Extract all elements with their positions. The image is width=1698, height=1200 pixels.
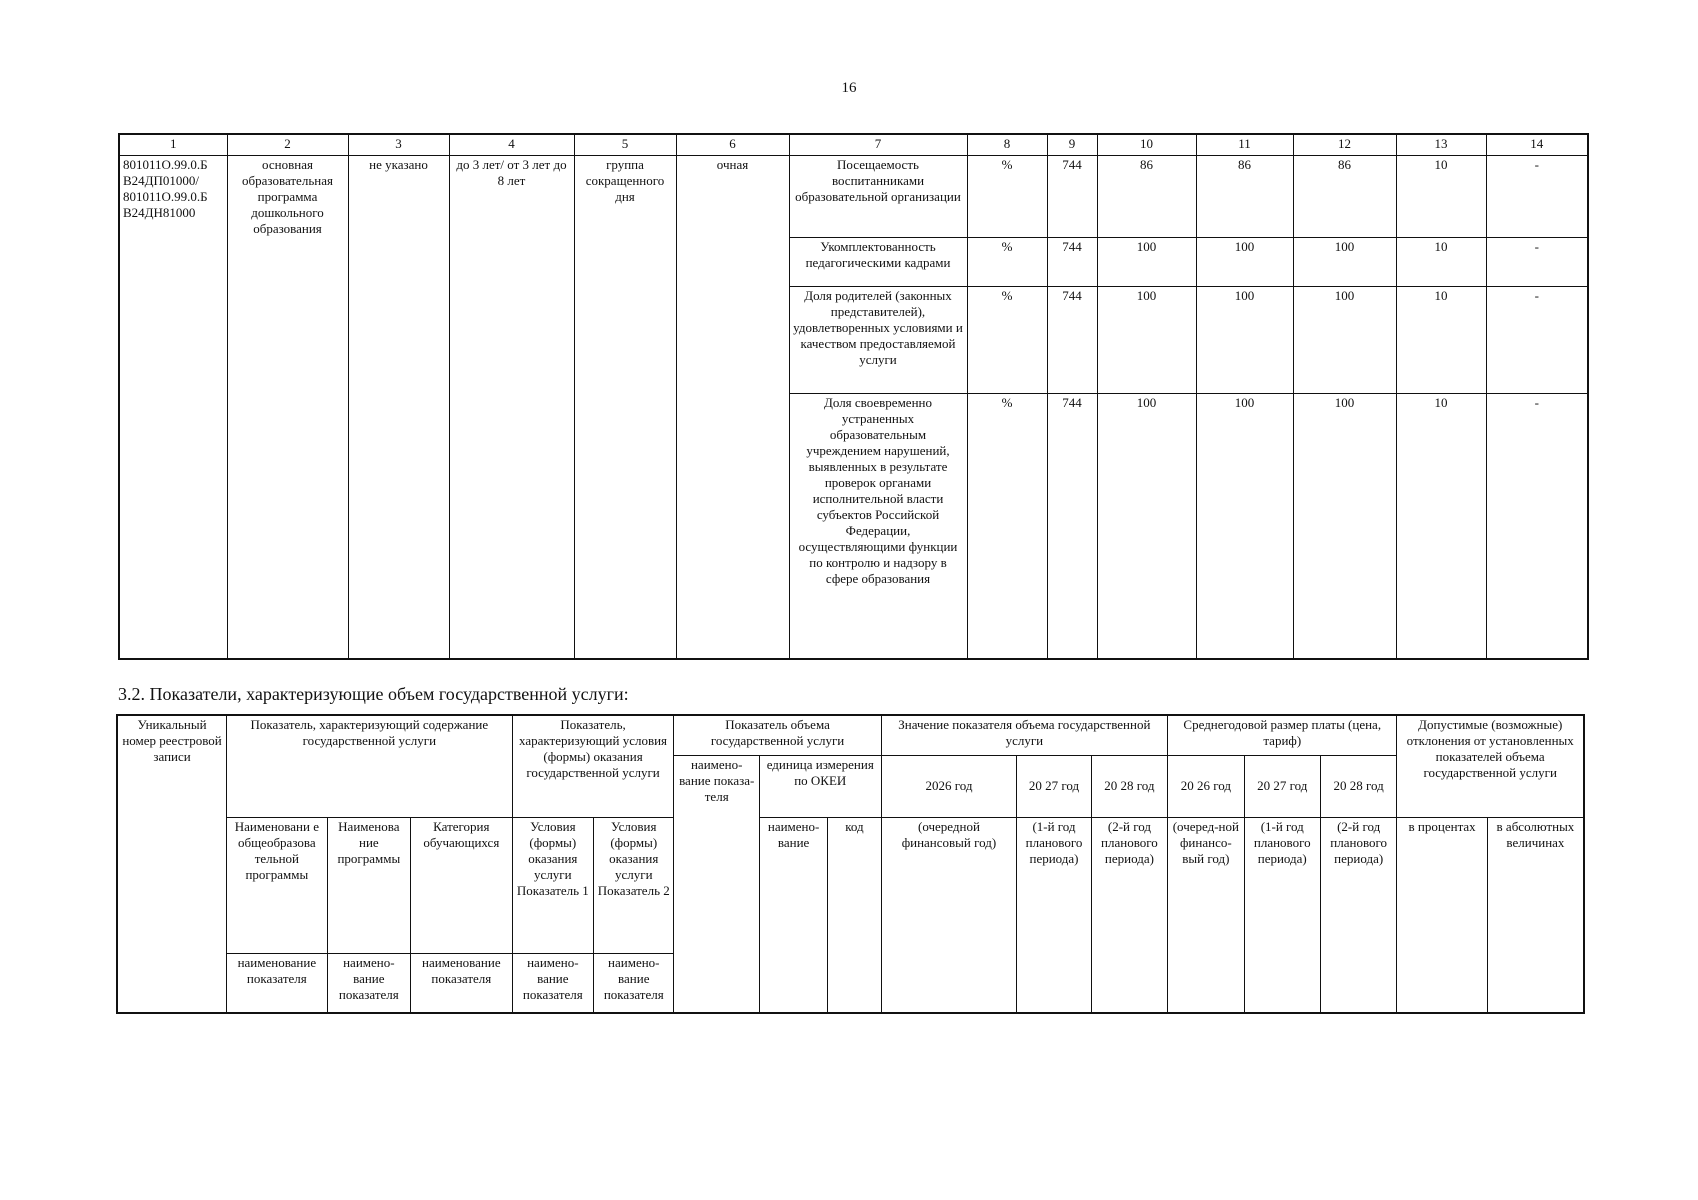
- column-number: 3: [348, 134, 449, 156]
- value-2028-cell: 100: [1293, 238, 1396, 287]
- indicator-name-cell: Укомплектованность педагогическими кадрами: [789, 238, 967, 287]
- column-number: 1: [119, 134, 227, 156]
- program-cell: основная образовательная программа дошкольного образования: [227, 156, 348, 659]
- value-2026-cell: 86: [1097, 156, 1196, 238]
- column-number: 8: [967, 134, 1047, 156]
- name-indicator-header: наимено-вание показателя: [327, 953, 410, 1013]
- value-2028-cell: 100: [1293, 394, 1396, 659]
- program-title-header: Наименова ние программы: [327, 817, 410, 953]
- plan-year2-label: (2-й год планового периода): [1320, 817, 1396, 1013]
- unit-cell: %: [967, 156, 1047, 238]
- column-number: 9: [1047, 134, 1097, 156]
- unit-cell: %: [967, 287, 1047, 394]
- unique-number-header: Уникальный номер реестровой записи: [117, 715, 227, 1013]
- condition2-header: Условия (формы) оказания услуги Показатель 2: [594, 817, 674, 953]
- name-indicator-header: наименование показателя: [227, 953, 328, 1013]
- column-number: 13: [1396, 134, 1486, 156]
- deviation-percent-cell: 10: [1396, 394, 1486, 659]
- section-title: 3.2. Показатели, характеризующие объем государственной услуги:: [118, 684, 629, 704]
- column-number: 7: [789, 134, 967, 156]
- value-2028-cell: 100: [1293, 287, 1396, 394]
- column-number: 5: [574, 134, 676, 156]
- unit-okei-header: единица измерения по ОКЕИ: [759, 755, 881, 817]
- content-indicator-header: Показатель, характеризующий содержание государственной услуги: [227, 715, 513, 817]
- age-cell: до 3 лет/ от 3 лет до 8 лет: [449, 156, 574, 659]
- deviation-absolute-cell: -: [1486, 394, 1588, 659]
- column-number: 4: [449, 134, 574, 156]
- value-2026-cell: 100: [1097, 394, 1196, 659]
- plan-year2-label: (2-й год планового периода): [1091, 817, 1167, 1013]
- fee-2028-header: 20 28 год: [1320, 755, 1396, 817]
- category-cell: не указано: [348, 156, 449, 659]
- plan-year1-label: (1-й год планового периода): [1244, 817, 1320, 1013]
- deviation-percent-cell: 10: [1396, 156, 1486, 238]
- in-absolute-header: в абсолютных величинах: [1487, 817, 1584, 1013]
- table-row: [119, 156, 1588, 238]
- year-2026-header: 2026 год: [881, 755, 1017, 817]
- indicator-name-cell: Посещаемость воспитанниками образовательной организации: [789, 156, 967, 238]
- group-cell: группа сокращенного дня: [574, 156, 676, 659]
- value-2026-cell: 100: [1097, 287, 1196, 394]
- indicator-name-header: наимено-вание показа-теля: [674, 755, 759, 1013]
- deviation-percent-cell: 10: [1396, 287, 1486, 394]
- fee-2027-header: 20 27 год: [1244, 755, 1320, 817]
- avg-fee-header: Среднегодовой размер платы (цена, тариф): [1168, 715, 1397, 755]
- conditions-indicator-header: Показатель, характеризующий условия (формы) оказания государственной услуги: [512, 715, 674, 817]
- okei-code-cell: 744: [1047, 238, 1097, 287]
- okei-code-cell: 744: [1047, 156, 1097, 238]
- page-number: 16: [841, 80, 857, 96]
- unit-name-header: наимено-вание: [759, 817, 827, 1013]
- quality-indicators-table: [118, 133, 1589, 660]
- volume-value-header: Значение показателя объема государственной услуги: [881, 715, 1168, 755]
- in-percent-header: в процентах: [1397, 817, 1487, 1013]
- column-number: 11: [1196, 134, 1293, 156]
- deviation-percent-cell: 10: [1396, 238, 1486, 287]
- deviation-absolute-cell: -: [1486, 287, 1588, 394]
- volume-indicators-table: [116, 714, 1585, 1014]
- deviation-absolute-cell: -: [1486, 238, 1588, 287]
- volume-indicator-header: Показатель объема государственной услуги: [674, 715, 881, 755]
- plan-year1-label: (1-й год планового периода): [1017, 817, 1091, 1013]
- form-cell: очная: [676, 156, 789, 659]
- next-fin-year-label: (очередной финансовый год): [881, 817, 1017, 1013]
- column-number: 6: [676, 134, 789, 156]
- unit-code-header: код: [828, 817, 881, 1013]
- unit-cell: %: [967, 238, 1047, 287]
- next-fin-year-short-label: (очеред-ной финансо-вый год): [1168, 817, 1244, 1013]
- name-indicator-header: наименование показателя: [411, 953, 513, 1013]
- name-indicator-header: наимено-вание показателя: [512, 953, 593, 1013]
- value-2027-cell: 100: [1196, 394, 1293, 659]
- column-number: 14: [1486, 134, 1588, 156]
- column-number: 10: [1097, 134, 1196, 156]
- column-number: 12: [1293, 134, 1396, 156]
- students-category-header: Категория обучающихся: [411, 817, 513, 953]
- header-row: [117, 715, 1584, 755]
- column-number-row: [119, 134, 1588, 156]
- fee-2026-header: 20 26 год: [1168, 755, 1244, 817]
- value-2027-cell: 86: [1196, 156, 1293, 238]
- name-indicator-header: наимено-вание показателя: [594, 953, 674, 1013]
- unit-cell: %: [967, 394, 1047, 659]
- value-2028-cell: 86: [1293, 156, 1396, 238]
- deviation-absolute-cell: -: [1486, 156, 1588, 238]
- allowed-deviation-header: Допустимые (возможные) отклонения от установленных показателей объема государственной услуги: [1397, 715, 1584, 817]
- registry-number-cell: 801011О.99.0.Б В24ДП01000/ 801011О.99.0.Б В24ДН81000: [119, 156, 227, 659]
- indicator-name-cell: Доля своевременно устраненных образовательным учреждением нарушений, выявленных в результате проверок органами исполнительной власти субъектов Российской Федерации, осуществляющими функции по контролю и надзору в сфере образования: [789, 394, 967, 659]
- value-2027-cell: 100: [1196, 287, 1293, 394]
- value-2027-cell: 100: [1196, 238, 1293, 287]
- year-2028-header: 20 28 год: [1091, 755, 1167, 817]
- header-row: [117, 817, 1584, 953]
- value-2026-cell: 100: [1097, 238, 1196, 287]
- program-name-header: Наименовани е общеобразова тельной программы: [227, 817, 328, 953]
- year-2027-header: 20 27 год: [1017, 755, 1091, 817]
- column-number: 2: [227, 134, 348, 156]
- indicator-name-cell: Доля родителей (законных представителей), удовлетворенных условиями и качеством предоставляемой услуги: [789, 287, 967, 394]
- okei-code-cell: 744: [1047, 394, 1097, 659]
- okei-code-cell: 744: [1047, 287, 1097, 394]
- condition1-header: Условия (формы) оказания услуги Показатель 1: [512, 817, 593, 953]
